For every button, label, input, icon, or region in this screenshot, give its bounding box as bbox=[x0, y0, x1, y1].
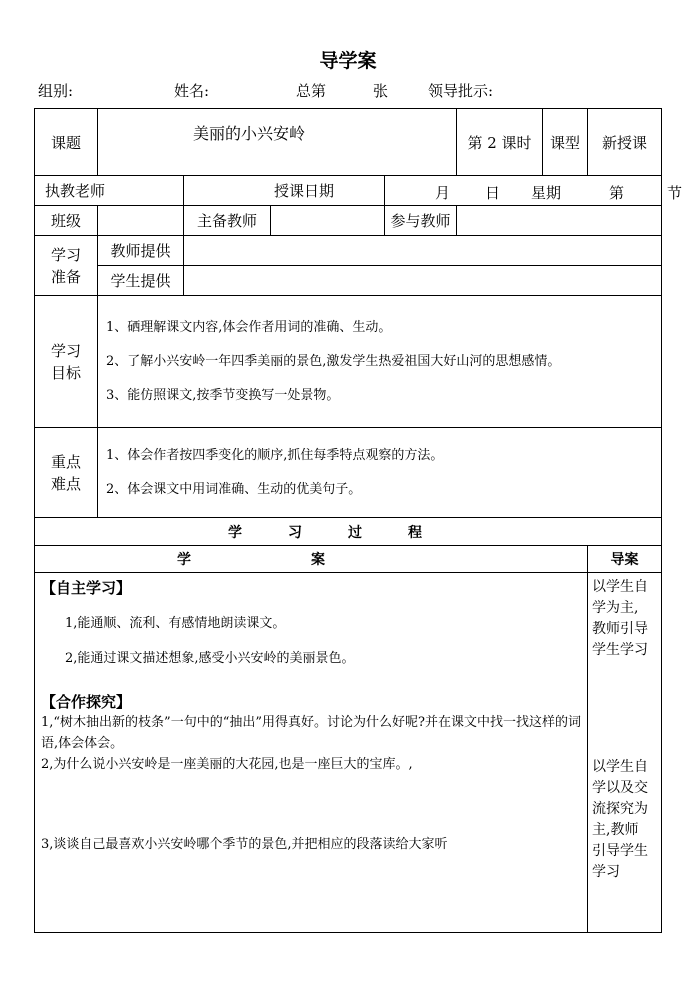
goals-label: 学习目标 bbox=[35, 296, 98, 428]
self-study-item: 1,能通顺、流利、有感情地朗读课文。 bbox=[65, 616, 286, 631]
date-label: 授课日期 bbox=[184, 176, 385, 206]
process-columns-row bbox=[35, 546, 662, 573]
prep-row-student bbox=[35, 266, 662, 296]
prep-row-teacher bbox=[35, 236, 662, 266]
lesson-label: 课题 bbox=[35, 109, 98, 176]
class-row bbox=[35, 206, 662, 236]
cooperative-study-title: 【合作探究】 bbox=[41, 693, 132, 711]
prep-teacher-label: 教师提供 bbox=[98, 236, 184, 266]
key-points-label: 重点难点 bbox=[35, 428, 98, 518]
participant-value bbox=[457, 206, 662, 236]
cooperative-item: 1,“树木抽出新的枝条”一句中的“抽出”用得真好。讨论为什么好呢?并在课文中找一找这样的词语,体会体会。 bbox=[41, 715, 581, 751]
participant-label: 参与教师 bbox=[385, 206, 457, 236]
prep-student-label: 学生提供 bbox=[98, 266, 184, 296]
leader-approval-label: 领导批示: bbox=[428, 82, 494, 100]
lesson-title: 美丽的小兴安岭 bbox=[98, 109, 457, 176]
goal-item: 2、了解小兴安岭一年四季美丽的景色,激发学生热爱祖国大好山河的思想感情。 bbox=[106, 353, 561, 369]
lesson-row bbox=[35, 109, 662, 176]
document-title: 导学案 bbox=[319, 50, 377, 72]
key-point-item: 2、体会课文中用词准确、生动的优美句子。 bbox=[106, 481, 362, 497]
prep-teacher-value bbox=[184, 236, 662, 266]
lesson-period: 第 2 课时 bbox=[457, 109, 543, 176]
self-study-title: 【自主学习】 bbox=[41, 579, 132, 597]
cooperative-item: 2,为什么说小兴安岭是一座美丽的大花园,也是一座巨大的宝库。, bbox=[41, 757, 413, 772]
period-di-label: 第 bbox=[609, 184, 625, 202]
lesson-type-label: 课型 bbox=[543, 109, 588, 176]
key-points-content bbox=[98, 428, 662, 518]
goal-item: 3、能仿照课文,按季节变换写一处景物。 bbox=[106, 387, 340, 403]
goals-content bbox=[98, 296, 662, 428]
lesson-type-value: 新授课 bbox=[588, 109, 662, 176]
lesson-plan-table bbox=[34, 108, 683, 933]
teaching-row bbox=[35, 176, 662, 206]
class-label: 班级 bbox=[35, 206, 98, 236]
goals-row bbox=[35, 296, 662, 428]
process-content-row bbox=[35, 573, 662, 933]
cooperative-item: 3,谈谈自己最喜欢小兴安岭哪个季节的景色,并把相应的段落读给大家听 bbox=[41, 837, 448, 852]
key-points-row bbox=[35, 428, 662, 518]
name-label: 姓名: bbox=[174, 82, 210, 100]
guide-note-self-study: 以学生自学为主,教师引导学生学习 bbox=[592, 579, 649, 658]
process-heading-row bbox=[35, 518, 662, 546]
self-study-item: 2,能通过课文描述想象,感受小兴安岭的美丽景色。 bbox=[65, 651, 355, 666]
guide-plan-content bbox=[588, 573, 662, 933]
teacher-label: 执教老师 bbox=[35, 176, 184, 206]
group-label: 组别: bbox=[38, 82, 74, 100]
key-point-item: 1、体会作者按四季变化的顺序,抓住每季特点观察的方法。 bbox=[106, 447, 444, 463]
week-label: 星期 bbox=[531, 184, 562, 202]
period-jie-label: 节 bbox=[667, 184, 683, 202]
date-fields bbox=[385, 176, 683, 206]
guide-plan-header: 导案 bbox=[588, 546, 662, 573]
total-label: 总第 bbox=[296, 82, 327, 100]
prep-label: 学习准备 bbox=[35, 236, 98, 296]
main-teacher-label: 主备教师 bbox=[184, 206, 271, 236]
month-label: 月 bbox=[435, 184, 451, 202]
learning-plan-content bbox=[35, 573, 588, 933]
sheet-label: 张 bbox=[373, 82, 389, 100]
process-heading: 学习过程 bbox=[35, 518, 662, 546]
class-value bbox=[98, 206, 184, 236]
prep-student-value bbox=[184, 266, 662, 296]
learning-plan-header: 学案 bbox=[35, 546, 588, 573]
guide-note-cooperative: 以学生自学以及交流探究为主,教师引导学生学习 bbox=[592, 759, 649, 880]
day-label: 日 bbox=[485, 184, 501, 202]
main-teacher-value bbox=[271, 206, 385, 236]
goal-item: 1、硒理解课文内容,体会作者用词的准确、生动。 bbox=[106, 319, 392, 335]
